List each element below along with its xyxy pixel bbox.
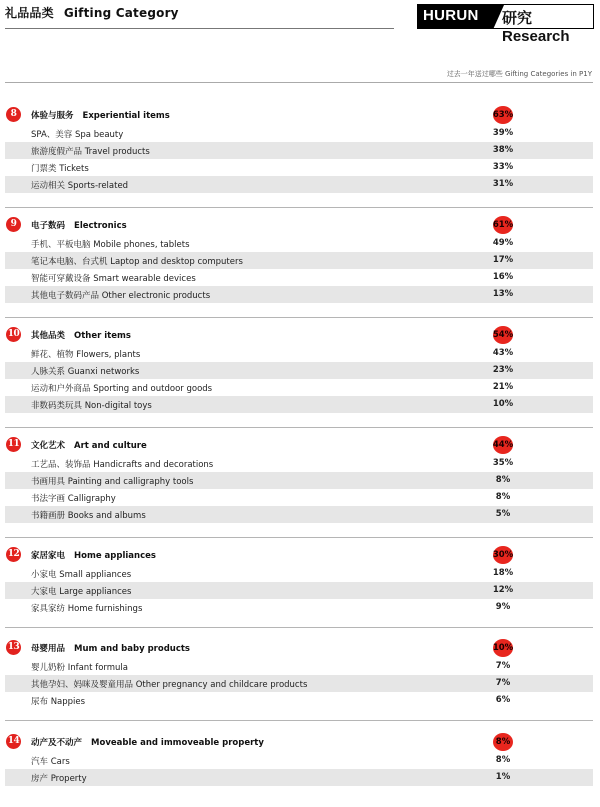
item-label: 家具家纺 Home furnishings (31, 604, 143, 614)
section-title (31, 219, 127, 231)
section-header (5, 545, 593, 565)
item-pct: 31% (492, 179, 514, 189)
section-total-pct: 10% (492, 643, 514, 653)
item-label: 智能可穿戴设备 Smart wearable devices (31, 274, 196, 284)
section-divider (5, 720, 593, 721)
list-item (5, 506, 593, 523)
category-section (5, 435, 593, 523)
list-item (5, 362, 593, 379)
list-item (5, 582, 593, 599)
item-label: 人脉关系 Guanxi networks (31, 367, 140, 377)
section-total-dot (493, 326, 513, 344)
section-number-badge: 12 (6, 547, 21, 562)
item-label: 书画用具 Painting and calligraphy tools (31, 477, 194, 487)
item-pct: 35% (492, 458, 514, 468)
item-label: 门票类 Tickets (31, 164, 89, 174)
section-header (5, 435, 593, 455)
section-divider (5, 537, 593, 538)
item-label: 工艺品、装饰品 Handicrafts and decorations (31, 460, 214, 470)
section-header (5, 215, 593, 235)
section-title-cn: 体验与服务 (31, 111, 74, 121)
section-title (31, 439, 147, 451)
section-number-badge: 13 (6, 640, 21, 655)
section-title (31, 329, 131, 341)
item-pct: 9% (495, 602, 511, 612)
list-item (5, 379, 593, 396)
list-item (5, 658, 593, 675)
section-title-en: Experiential items (82, 111, 170, 121)
section-title-cn: 家居家电 (31, 551, 66, 561)
item-label: SPA、美容 Spa beauty (31, 130, 124, 140)
section-number-badge: 14 (6, 734, 21, 749)
section-divider (5, 317, 593, 318)
list-item (5, 286, 593, 303)
section-title-en: Electronics (74, 221, 127, 231)
item-label: 笔记本电脑、台式机 Laptop and desktop computers (31, 257, 243, 267)
list-item (5, 565, 593, 582)
header-divider (5, 28, 394, 29)
item-pct: 6% (495, 695, 511, 705)
list-item (5, 455, 593, 472)
section-number-badge: 9 (6, 217, 21, 232)
category-section (5, 638, 593, 709)
item-label: 书法字画 Calligraphy (31, 494, 116, 504)
list-item (5, 235, 593, 252)
section-total-dot (493, 216, 513, 234)
section-title-en: Art and culture (74, 441, 147, 451)
list-item (5, 396, 593, 413)
section-total-dot (493, 639, 513, 657)
item-label: 其他孕妇、妈咪及婴童用品 Other pregnancy and childcare products (31, 680, 308, 690)
item-pct: 23% (492, 365, 514, 375)
section-title-cn: 动产及不动产 (31, 738, 83, 748)
item-label: 大家电 Large appliances (31, 587, 132, 597)
section-total-pct: 8% (495, 737, 511, 747)
category-section (5, 732, 593, 786)
section-title (31, 736, 264, 748)
item-label: 其他电子数码产品 Other electronic products (31, 291, 211, 301)
item-label: 旅游度假产品 Travel products (31, 147, 150, 157)
list-item (5, 599, 593, 616)
page-title-en: Gifting Category (63, 6, 179, 20)
section-divider (5, 627, 593, 628)
section-title (31, 109, 170, 121)
list-item (5, 345, 593, 362)
item-label: 非数码类玩具 Non-digital toys (31, 401, 152, 411)
category-section (5, 325, 593, 413)
section-header (5, 105, 593, 125)
section-title-en: Other items (74, 331, 131, 341)
section-total-dot (493, 436, 513, 454)
section-title-cn: 其他品类 (31, 331, 66, 341)
item-pct: 12% (492, 585, 514, 595)
section-title-en: Moveable and immoveable property (91, 738, 264, 748)
item-pct: 17% (492, 255, 514, 265)
item-pct: 39% (492, 128, 514, 138)
section-title-cn: 文化艺术 (31, 441, 66, 451)
item-label: 书籍画册 Books and albums (31, 511, 146, 521)
list-item (5, 142, 593, 159)
item-pct: 43% (492, 348, 514, 358)
item-pct: 21% (492, 382, 514, 392)
section-total-dot (493, 106, 513, 124)
item-pct: 49% (492, 238, 514, 248)
list-item (5, 159, 593, 176)
section-total-pct: 54% (492, 330, 514, 340)
item-pct: 8% (495, 475, 511, 485)
section-number-badge: 8 (6, 107, 21, 122)
section-header (5, 638, 593, 658)
hurun-research-logo (417, 4, 594, 45)
page-title (5, 4, 179, 21)
section-total-pct: 61% (492, 220, 514, 230)
list-item (5, 769, 593, 786)
section-total-pct: 30% (492, 550, 514, 560)
section-title-cn: 母婴用品 (31, 644, 66, 654)
top-divider (5, 82, 593, 83)
item-label: 尿布 Nappies (31, 697, 86, 707)
section-number-badge: 10 (6, 327, 21, 342)
section-total-dot (493, 546, 513, 564)
section-title (31, 642, 190, 654)
item-pct: 7% (495, 678, 511, 688)
item-label: 汽车 Cars (31, 757, 70, 767)
section-header (5, 325, 593, 345)
item-pct: 7% (495, 661, 511, 671)
page-title-cn: 礼品品类 (5, 6, 54, 20)
list-item (5, 692, 593, 709)
item-label: 运动相关 Sports-related (31, 181, 129, 191)
item-pct: 18% (492, 568, 514, 578)
list-item (5, 269, 593, 286)
logo-research-text: 研究 Research (502, 10, 570, 45)
item-pct: 8% (495, 492, 511, 502)
section-title-en: Home appliances (74, 551, 156, 561)
list-item (5, 472, 593, 489)
item-pct: 8% (495, 755, 511, 765)
item-label: 鲜花、植物 Flowers, plants (31, 350, 141, 360)
column-subtitle: 过去一年送过哪些 Gifting Categories in P1Y (446, 70, 592, 78)
list-item (5, 489, 593, 506)
item-label: 运动和户外商品 Sporting and outdoor goods (31, 384, 213, 394)
category-section (5, 215, 593, 303)
list-item (5, 252, 593, 269)
section-total-pct: 44% (492, 440, 514, 450)
item-pct: 1% (495, 772, 511, 782)
category-section (5, 105, 593, 193)
section-title-en: Mum and baby products (74, 644, 190, 654)
item-pct: 10% (492, 399, 514, 409)
list-item (5, 752, 593, 769)
section-total-pct: 63% (492, 110, 514, 120)
item-pct: 5% (495, 509, 511, 519)
section-number-badge: 11 (6, 437, 21, 452)
section-title-cn: 电子数码 (31, 221, 66, 231)
item-label: 房产 Property (31, 774, 87, 784)
list-item (5, 675, 593, 692)
item-label: 小家电 Small appliances (31, 570, 132, 580)
item-pct: 16% (492, 272, 514, 282)
logo-hurun-text: HURUN (423, 7, 479, 24)
item-pct: 38% (492, 145, 514, 155)
section-header (5, 732, 593, 752)
category-section (5, 545, 593, 616)
section-title (31, 549, 156, 561)
section-total-dot (493, 733, 513, 751)
item-pct: 13% (492, 289, 514, 299)
item-label: 婴儿奶粉 Infant formula (31, 663, 128, 673)
item-label: 手机、平板电脑 Mobile phones, tablets (31, 240, 190, 250)
list-item (5, 125, 593, 142)
section-divider (5, 427, 593, 428)
section-divider (5, 207, 593, 208)
item-pct: 33% (492, 162, 514, 172)
list-item (5, 176, 593, 193)
